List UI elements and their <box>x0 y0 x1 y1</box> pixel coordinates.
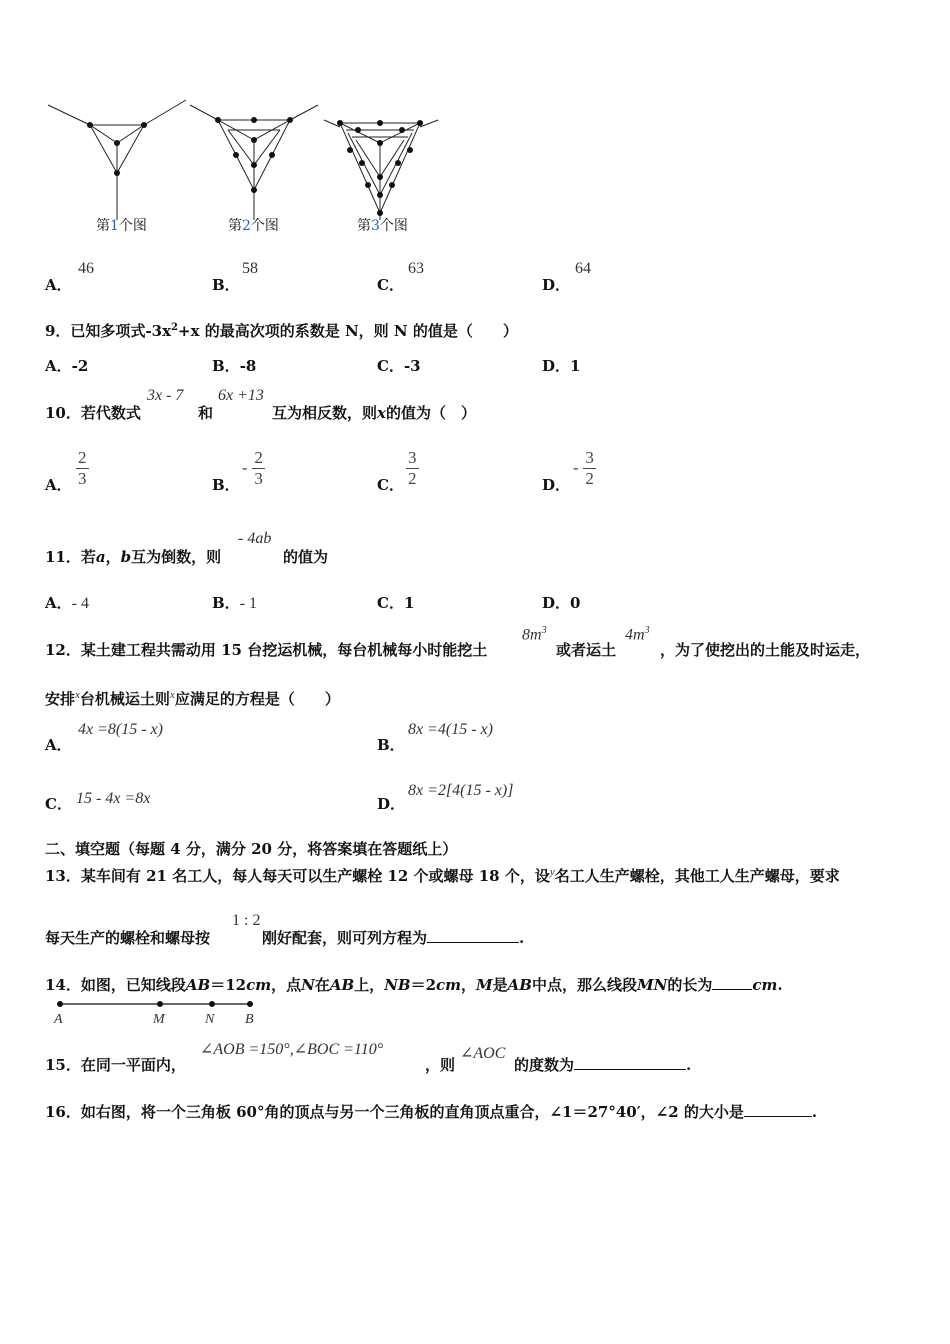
q15-stem-c: 的度数为 . <box>514 1056 692 1074</box>
q8-option-b: B． <box>212 276 240 294</box>
q10-option-d: D． <box>542 476 571 494</box>
q12-rate-move: $4m^3$ <box>625 625 650 644</box>
q10-stem-c: 互为相反数，则x的值为（ ） <box>272 404 476 422</box>
q10-stem-a: 10．若代数式 <box>45 404 141 422</box>
q10-option-b-value: - $\frac{2}{3}$ <box>242 448 263 488</box>
q12-stem-a: 12．某土建工程共需动用 15 台挖运机械，每台机械每小时能挖土 <box>45 641 488 659</box>
q8-option-d: D． <box>542 276 571 294</box>
q12-stem-b: 或者运土 <box>556 641 617 659</box>
line-segment-figure <box>50 998 265 1010</box>
q14-stem: 14．如图，已知线段AB＝12cm，点N在AB上，NB＝2cm，M是AB中点，那么线段MN的长为 cm. <box>45 976 783 994</box>
q10-option-c: C． <box>377 476 404 494</box>
q8-option-b-value: 58 <box>242 260 258 277</box>
q8-option-c-value: 63 <box>408 260 424 277</box>
q15-expr2: ∠AOC <box>460 1045 506 1062</box>
q9-option-c: C．-3 <box>377 357 421 375</box>
q8-option-a-value: 46 <box>78 260 94 277</box>
q12-option-b: B． <box>377 736 405 754</box>
q10-option-b: B． <box>212 476 240 494</box>
q12-option-a-value: 4x =8(15 - x) <box>78 721 163 738</box>
point-b-label: B <box>245 1012 254 1027</box>
q12-stem-c: ，为了使挖出的土能及时运走， <box>660 641 871 659</box>
figure-2-label: 第2个图 <box>228 218 279 234</box>
q8-option-c: C． <box>377 276 404 294</box>
q10-option-d-value: - $\frac{3}{2}$ <box>573 448 594 488</box>
q16-stem: 16．如右图，将一个三角板 60°角的顶点与另一个三角板的直角顶点重合，∠1＝27°40′，∠2 的大小是 . <box>45 1103 818 1121</box>
q13-ratio: 1 : 2 <box>232 912 261 929</box>
q12-stem-line2: 安排$^x$台机械运土则$^x$应满足的方程是（ ） <box>45 689 340 708</box>
q12-rate-dig: $8m^3$ <box>522 625 547 644</box>
q11-stem-b: 的值为 <box>283 548 329 566</box>
q11-option-d: D．0 <box>542 594 581 612</box>
triangle-pattern-figure <box>40 95 450 220</box>
q12-option-a: A． <box>45 736 72 754</box>
q10-option-a-value: $\frac{2}{3}$ <box>78 448 87 488</box>
q11-expr: - 4ab <box>238 530 272 547</box>
q12-option-c-value: 15 - 4x =8x <box>76 790 151 807</box>
q12-option-d: D． <box>377 795 406 813</box>
q15-expr: ∠AOB =150°,∠BOC =110° <box>200 1041 384 1058</box>
q10-expr1: 3x - 7 <box>147 387 184 404</box>
q13-stem-line2-a: 每天生产的螺栓和螺母按 <box>45 929 211 947</box>
q12-option-d-value: 8x =2[4(15 - x)] <box>408 782 514 799</box>
q9-stem: 9．已知多项式$-3x^2+x$ 的最高次项的系数是 N，则 N 的值是（ ） <box>45 322 518 340</box>
pattern-figure-1 <box>48 100 186 220</box>
q11-option-a: A．- 4 <box>45 594 89 612</box>
figure-3-label: 第3个图 <box>357 218 408 234</box>
pattern-figure-3 <box>324 120 438 220</box>
q15-stem-a: 15．在同一平面内， <box>45 1056 186 1074</box>
q9-option-d: D．1 <box>542 357 581 375</box>
q15-stem-b: ，则 <box>425 1056 456 1074</box>
q10-option-a: A． <box>45 476 72 494</box>
q10-stem-b: 和 <box>198 404 214 422</box>
q11-stem-a: 11．若a，b互为倒数，则 <box>45 548 222 566</box>
q9-option-b: B．-8 <box>212 357 257 375</box>
q11-option-c: C．1 <box>377 594 415 612</box>
q10-option-c-value: $\frac{3}{2}$ <box>408 448 417 488</box>
point-a-label: A <box>54 1012 63 1027</box>
q10-expr2: 6x +13 <box>218 387 264 404</box>
q8-option-d-value: 64 <box>575 260 591 277</box>
q14-answer-blank[interactable] <box>712 975 752 990</box>
q12-option-b-value: 8x =4(15 - x) <box>408 721 493 738</box>
point-m-label: M <box>153 1012 165 1027</box>
figure-1-label: 第1个图 <box>96 218 147 234</box>
q15-answer-blank[interactable] <box>574 1055 686 1070</box>
q13-answer-blank[interactable] <box>427 928 519 943</box>
point-n-label: N <box>205 1012 215 1027</box>
section-2-heading: 二、填空题（每题 4 分，满分 20 分，将答案填在答题纸上） <box>45 840 458 858</box>
q12-option-c: C． <box>45 795 72 813</box>
q9-option-a: A．-2 <box>45 357 89 375</box>
q16-answer-blank[interactable] <box>744 1102 812 1117</box>
q13-stem-line2-b: 刚好配套，则可列方程为 . <box>262 929 525 947</box>
q8-option-a: A． <box>45 276 72 294</box>
q11-option-b: B．- 1 <box>212 594 258 612</box>
q13-stem-line1: 13．某车间有 21 名工人，每人每天可以生产螺栓 12 个或螺母 18 个，设$^y$名工人生产螺栓，其他工人生产螺母，要求 <box>45 866 840 885</box>
